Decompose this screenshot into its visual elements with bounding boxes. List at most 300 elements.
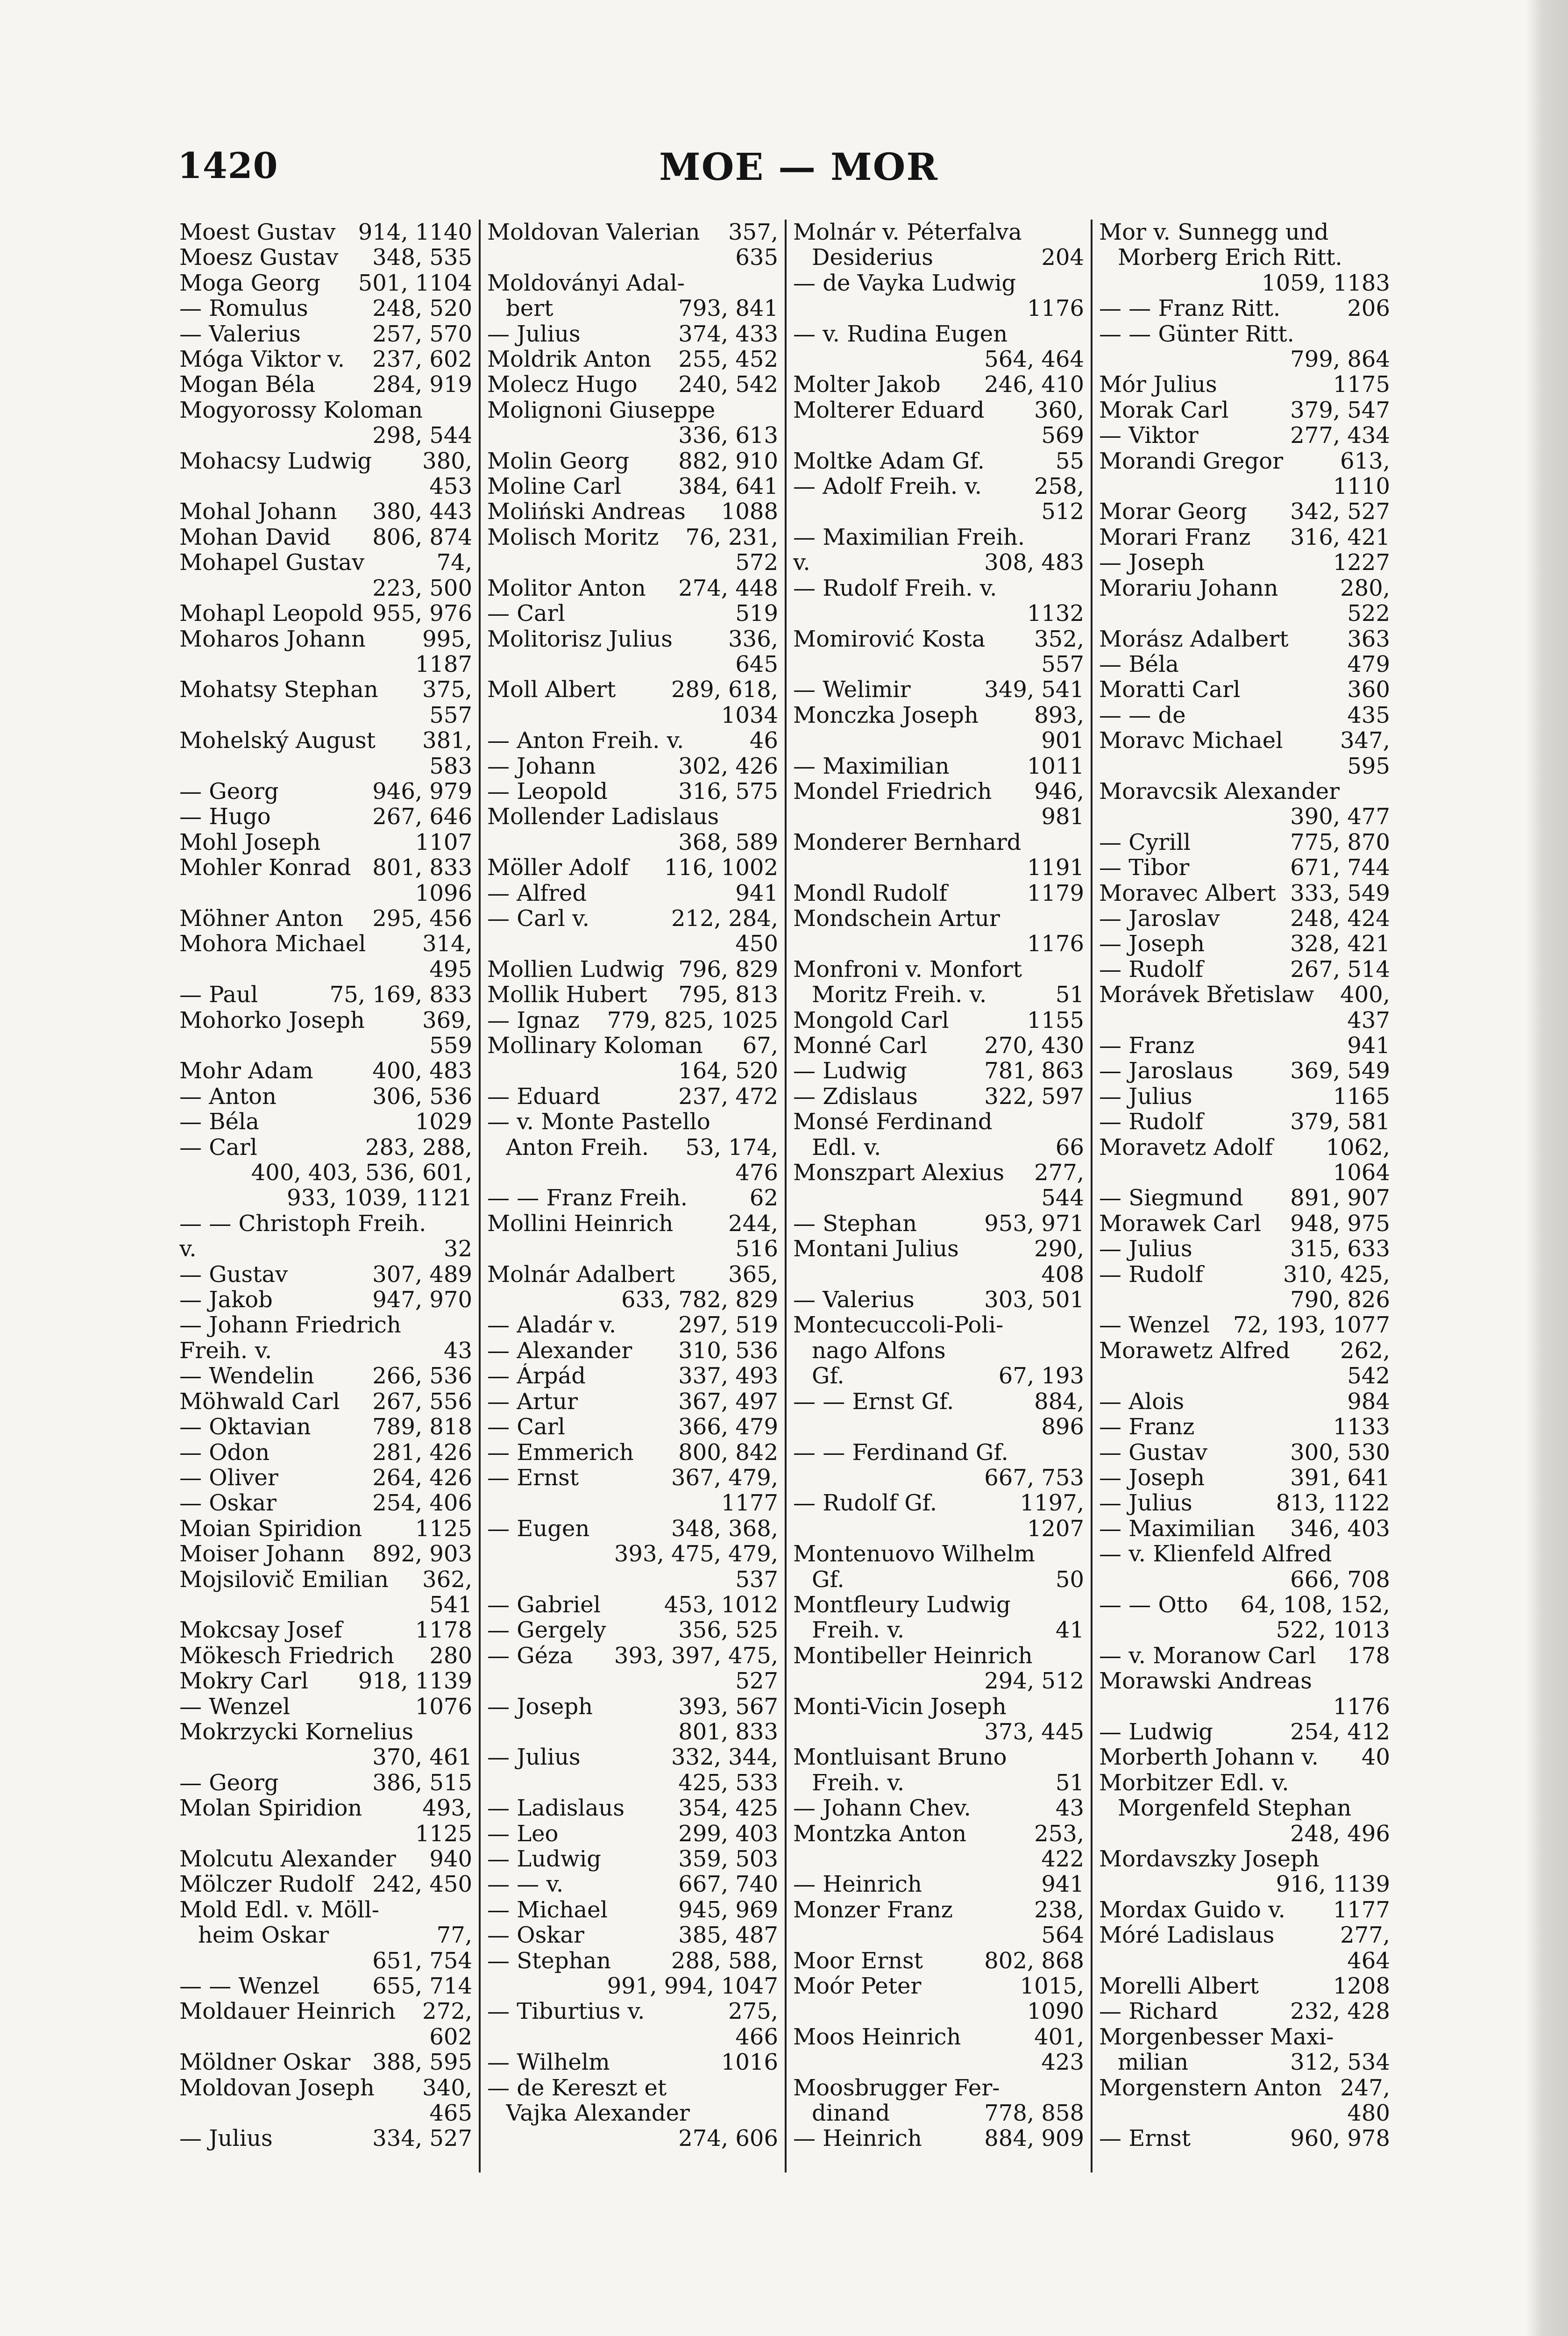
entry-name: Gf. <box>812 1567 844 1592</box>
index-entry <box>487 1389 778 1414</box>
index-column-2 <box>479 220 785 2172</box>
page-refs: 453, 1012 <box>664 1591 778 1618</box>
entry-line <box>793 1617 1084 1643</box>
index-entry <box>487 957 778 982</box>
entry-line <box>793 1414 1084 1439</box>
entry-line <box>487 1973 778 1999</box>
page-refs: 391, 641 <box>1290 1464 1390 1491</box>
page-refs: 248, 424 <box>1290 905 1390 932</box>
index-entry <box>1099 220 1390 296</box>
entry-line <box>1099 1490 1390 1516</box>
entry-name: — — Franz Ritt. <box>1099 296 1281 321</box>
page-refs: 277, 434 <box>1290 422 1390 449</box>
entry-name: — Joseph <box>487 1694 593 1719</box>
entry-line <box>487 1236 778 1261</box>
page-refs: 542 <box>1347 1363 1390 1389</box>
page-refs: 1011 <box>1027 753 1084 779</box>
index-entry <box>487 1795 778 1821</box>
page-refs: 1125 <box>415 1820 472 1847</box>
index-entry <box>793 1872 1084 1897</box>
page-header <box>173 140 1425 192</box>
entry-line <box>487 1694 778 1719</box>
entry-line <box>793 703 1084 728</box>
entry-name: — Alois <box>1099 1389 1185 1415</box>
entry-name: — Ignaz <box>487 1007 580 1033</box>
page-refs: 359, 503 <box>678 1846 778 1872</box>
page-refs: 667, 753 <box>984 1464 1084 1491</box>
page-refs: 1088 <box>721 499 778 525</box>
page-refs: 793, 841 <box>678 295 778 322</box>
entry-name: Moldovan Joseph <box>179 2075 375 2101</box>
entry-line <box>179 1643 472 1668</box>
page-refs: 336, <box>728 626 778 652</box>
entry-name: Mondel Friedrich <box>793 778 992 805</box>
index-entry <box>487 1033 778 1084</box>
page-refs: 1175 <box>1333 371 1390 398</box>
entry-line <box>179 1617 472 1643</box>
entry-line <box>793 1567 1084 1592</box>
entry-line <box>179 1236 472 1261</box>
entry-name: Morawek Carl <box>1099 1211 1262 1237</box>
page-refs: 779, 825, 1025 <box>607 1007 778 1033</box>
entry-line <box>793 525 1084 550</box>
entry-name: Molecz Hugo <box>487 372 638 398</box>
entry-name: — Michael <box>487 1897 608 1923</box>
page-refs: 46 <box>749 727 778 754</box>
entry-name: Desiderius <box>812 245 933 271</box>
index-entry <box>793 1897 1084 1948</box>
page-refs: 307, 489 <box>372 1261 472 1288</box>
entry-name: Montibeller Heinrich <box>793 1643 1033 1669</box>
index-entry <box>179 449 472 499</box>
entry-line <box>793 1821 1084 1846</box>
entry-name: — Árpád <box>487 1363 586 1389</box>
entry-name: — Maximilian <box>793 753 950 779</box>
entry-name: — Johann Friedrich <box>179 1312 401 1338</box>
page-refs: 1177 <box>721 1490 778 1517</box>
page-refs: 316, 421 <box>1290 524 1390 550</box>
entry-line <box>487 372 778 397</box>
page-refs: 984 <box>1347 1388 1390 1415</box>
index-entry <box>179 1846 472 1872</box>
page-refs: 223, 500 <box>372 575 472 601</box>
page-refs: 380, <box>422 448 472 474</box>
index-entry <box>179 804 472 829</box>
entry-name: Montfleury Ludwig <box>793 1592 1011 1618</box>
index-entry <box>793 1058 1084 1083</box>
page-refs: 206 <box>1347 295 1390 322</box>
entry-line <box>1099 1211 1390 1236</box>
index-entry <box>487 779 778 804</box>
index-entry <box>793 1160 1084 1211</box>
index-entry <box>179 1643 472 1668</box>
entry-line <box>179 1109 472 1134</box>
entry-line <box>793 398 1084 423</box>
entry-line <box>1099 1414 1390 1439</box>
entry-line <box>179 1440 472 1465</box>
entry-line <box>179 1363 472 1389</box>
index-entry <box>487 627 778 677</box>
entry-name: Morgenbesser Maxi- <box>1099 2024 1334 2050</box>
entry-line <box>179 2126 472 2151</box>
entry-name: — Wenzel <box>179 1694 291 1719</box>
index-entry <box>487 728 778 753</box>
index-entry <box>793 2024 1084 2075</box>
entry-line <box>487 423 778 448</box>
entry-line <box>1099 1363 1390 1389</box>
entry-name: Moian Spiridion <box>179 1516 362 1542</box>
index-entry <box>1099 1999 1390 2024</box>
index-entry <box>1099 1262 1390 1313</box>
page-refs: 74, <box>436 549 472 576</box>
entry-line <box>487 779 778 804</box>
entry-line <box>1099 1338 1390 1363</box>
index-entry <box>1099 2024 1390 2075</box>
entry-name: dinand <box>812 2101 890 2126</box>
entry-name: — Leo <box>487 1821 559 1846</box>
entry-line <box>793 1363 1084 1389</box>
page-refs: 1197, <box>1020 1490 1084 1517</box>
index-entry <box>487 1414 778 1439</box>
entry-name: Möhwald Carl <box>179 1389 340 1415</box>
page-refs: 1155 <box>1027 1007 1084 1033</box>
page-refs: 281, 426 <box>372 1439 472 1466</box>
entry-line <box>1099 1872 1390 1897</box>
page-refs: 51 <box>1055 982 1084 1008</box>
index-entry <box>1099 372 1390 397</box>
index-entry <box>179 1490 472 1516</box>
entry-line <box>793 1389 1084 1414</box>
entry-line <box>179 449 472 474</box>
index-entry <box>793 1948 1084 1973</box>
entry-name: — Artur <box>487 1389 578 1415</box>
index-entry <box>179 1668 472 1694</box>
entry-line <box>1099 728 1390 753</box>
page-refs: 51 <box>1055 1769 1084 1796</box>
entry-line <box>487 652 778 677</box>
entry-line <box>487 398 778 423</box>
entry-line <box>793 1160 1084 1185</box>
page-refs: 1133 <box>1333 1414 1390 1440</box>
index-entry <box>793 1821 1084 1872</box>
page-refs: 802, 868 <box>984 1947 1084 1974</box>
index-entry <box>487 677 778 728</box>
index-entry <box>1099 398 1390 423</box>
entry-line <box>1099 703 1390 728</box>
page-refs: 941 <box>735 880 778 906</box>
entry-name: Mohacsy Ludwig <box>179 448 372 474</box>
entry-line <box>1099 372 1390 397</box>
page-refs: 258, <box>1034 473 1084 500</box>
page-refs: 778, 858 <box>984 2100 1084 2127</box>
page-refs: 1208 <box>1333 1973 1390 2000</box>
entry-name: — Tiburtius v. <box>487 1999 645 2024</box>
entry-line <box>1099 1770 1390 1795</box>
entry-name: — Adolf Freih. v. <box>793 474 982 499</box>
entry-name: — Rudolf Gf. <box>793 1490 937 1516</box>
page-refs: 400, 483 <box>372 1058 472 1084</box>
index-entry <box>179 398 472 449</box>
entry-line <box>179 1058 472 1083</box>
entry-line <box>793 550 1084 575</box>
entry-name: Moline Carl <box>487 474 621 499</box>
entry-line <box>793 474 1084 499</box>
index-entry <box>179 1541 472 1567</box>
page-refs: 283, 288, <box>365 1134 472 1161</box>
page-refs: 916, 1139 <box>1276 1871 1390 1898</box>
entry-name: Mohr Adam <box>179 1058 313 1084</box>
index-entry <box>1099 1185 1390 1211</box>
entry-line <box>1099 1058 1390 1083</box>
entry-name: — Oktavian <box>179 1414 311 1440</box>
index-entry <box>487 754 778 779</box>
entry-name: Mordax Guido v. <box>1099 1897 1285 1923</box>
entry-name: — Stephan <box>487 1948 611 1974</box>
index-entry <box>487 982 778 1007</box>
entry-line <box>487 1770 778 1795</box>
index-entry <box>487 1643 778 1694</box>
entry-line <box>179 1211 472 1236</box>
entry-line <box>1099 1033 1390 1058</box>
entry-line <box>1099 1694 1390 1719</box>
entry-line <box>487 1135 778 1160</box>
entry-name: bert <box>506 296 553 321</box>
entry-line <box>1099 2101 1390 2126</box>
entry-line <box>179 398 472 423</box>
entry-name: Mold Edl. v. Möll- <box>179 1897 379 1923</box>
entry-name: — Odon <box>179 1439 270 1465</box>
page-refs: 64, 108, 152, <box>1240 1591 1390 1618</box>
page-refs: 796, 829 <box>678 956 778 983</box>
entry-line <box>487 881 778 906</box>
entry-line <box>1099 1846 1390 1872</box>
index-entry <box>1099 931 1390 956</box>
entry-line <box>1099 271 1390 296</box>
page-refs: 346, 403 <box>1290 1515 1390 1542</box>
index-column-1 <box>173 220 479 2172</box>
entry-name: — Ludwig <box>1099 1719 1213 1745</box>
entry-line <box>1099 1008 1390 1033</box>
index-entry <box>487 576 778 601</box>
entry-name: Moravcsik Alexander <box>1099 778 1340 805</box>
page-refs: 298, 544 <box>372 422 472 449</box>
index-entry <box>179 1465 472 1490</box>
entry-line <box>487 321 778 347</box>
entry-name: — Oskar <box>487 1923 584 1948</box>
page-refs: 367, 497 <box>678 1388 778 1415</box>
index-entry <box>1099 1973 1390 1999</box>
entry-name: — Alfred <box>487 880 587 906</box>
entry-line <box>179 1033 472 1058</box>
index-entry <box>487 321 778 347</box>
index-entry <box>179 1109 472 1134</box>
entry-line <box>487 1363 778 1389</box>
entry-line <box>793 1846 1084 1872</box>
entry-line <box>1099 2075 1390 2101</box>
index-entry <box>487 1617 778 1643</box>
index-entry <box>1099 982 1390 1033</box>
page-refs: 557 <box>429 702 472 728</box>
entry-line <box>179 245 472 270</box>
entry-line <box>793 1770 1084 1795</box>
index-entry <box>1099 1084 1390 1109</box>
entry-line <box>793 2024 1084 2050</box>
page-refs: 476 <box>735 1160 778 1186</box>
entry-name: — — v. <box>487 1872 564 1897</box>
entry-line <box>179 576 472 601</box>
entry-name: Mogan Béla <box>179 372 316 398</box>
index-entry <box>487 1821 778 1846</box>
entry-line <box>179 855 472 880</box>
entry-name: Mohler Konrad <box>179 855 351 881</box>
entry-name: — Siegmund <box>1099 1185 1243 1211</box>
entry-line <box>1099 1745 1390 1770</box>
index-entry <box>1099 627 1390 652</box>
entry-line <box>487 627 778 652</box>
entry-name: Monczka Joseph <box>793 702 979 728</box>
index-column-3 <box>785 220 1091 2172</box>
entry-line <box>179 1160 472 1185</box>
page-refs: 1015, <box>1020 1973 1084 2000</box>
entry-name: — Stephan <box>793 1211 917 1237</box>
entry-name: — Paul <box>179 982 258 1008</box>
page-refs: 1110 <box>1333 473 1390 500</box>
entry-line <box>793 1312 1084 1338</box>
index-entry <box>487 2075 778 2151</box>
entry-name: Mohelský August <box>179 728 376 754</box>
entry-name: Moga Georg <box>179 270 320 296</box>
index-entry <box>179 347 472 372</box>
entry-name: — Franz <box>1099 1033 1195 1059</box>
index-entry <box>179 271 472 296</box>
entry-line <box>1099 881 1390 906</box>
index-entry <box>179 1440 472 1465</box>
entry-name: Montluisant Bruno <box>793 1745 1007 1770</box>
entry-line <box>179 1312 472 1338</box>
index-entry <box>179 1363 472 1389</box>
entry-name: — Tibor <box>1099 855 1190 881</box>
entry-line <box>487 1846 778 1872</box>
entry-line <box>179 423 472 448</box>
entry-line <box>179 957 472 982</box>
page-refs: 948, 975 <box>1290 1210 1390 1237</box>
page-refs: 813, 1122 <box>1276 1490 1390 1517</box>
entry-line <box>487 957 778 982</box>
entry-line <box>487 2126 778 2151</box>
page-refs: 519 <box>735 600 778 627</box>
index-entry <box>179 830 472 855</box>
page-refs: 384, 641 <box>678 473 778 500</box>
index-entry <box>179 982 472 1007</box>
entry-name: — Carl v. <box>487 905 589 932</box>
index-entry <box>793 1389 1084 1440</box>
entry-name: — — Günter Ritt. <box>1099 321 1294 347</box>
entry-name: Mollender Ladislaus <box>487 804 719 830</box>
entry-line <box>793 576 1084 601</box>
entry-name: Monfroni v. Monfort <box>793 956 1022 983</box>
index-entry <box>179 1694 472 1719</box>
entry-name: — Jaroslav <box>1099 905 1220 932</box>
index-entry <box>1099 1338 1390 1389</box>
page-refs: 246, 410 <box>984 371 1084 398</box>
page-refs: 310, 536 <box>678 1337 778 1364</box>
entry-line <box>793 271 1084 296</box>
entry-line <box>793 1058 1084 1083</box>
entry-line <box>1099 1084 1390 1109</box>
index-entry <box>179 2126 472 2151</box>
entry-line <box>179 1389 472 1414</box>
entry-line <box>793 931 1084 956</box>
index-entry <box>1099 1109 1390 1134</box>
page-refs: 315, 633 <box>1290 1236 1390 1262</box>
page-refs: 266, 536 <box>372 1363 472 1389</box>
index-entry <box>793 1694 1084 1745</box>
entry-name: Moosbrugger Fer- <box>793 2075 1000 2101</box>
page-refs: 254, 412 <box>1290 1718 1390 1745</box>
index-entry <box>1099 423 1390 448</box>
entry-line <box>487 449 778 474</box>
entry-line <box>793 855 1084 880</box>
page-refs: 280, <box>1340 575 1390 601</box>
entry-name: — Oliver <box>179 1465 278 1491</box>
entry-name: — Eugen <box>487 1516 590 1542</box>
entry-line <box>179 652 472 677</box>
entry-name: — Maximilian <box>1099 1516 1256 1542</box>
page-refs: 306, 536 <box>372 1083 472 1110</box>
entry-name: Mohatsy Stephan <box>179 677 378 703</box>
page-refs: 274, 606 <box>678 2125 778 2152</box>
page-refs: 347, <box>1340 727 1390 754</box>
page-refs: 289, 618, <box>671 677 778 703</box>
page-refs: 232, 428 <box>1290 1998 1390 2025</box>
page-refs: 374, 433 <box>678 320 778 347</box>
index-entry <box>793 1033 1084 1058</box>
index-entry <box>179 906 472 931</box>
page-refs: 1125 <box>415 1515 472 1542</box>
index-entry <box>487 881 778 906</box>
entry-line <box>487 1008 778 1033</box>
index-entry <box>179 1770 472 1795</box>
index-entry <box>793 220 1084 271</box>
page-refs: 270, 430 <box>984 1033 1084 1059</box>
entry-name: Moritz Freih. v. <box>812 982 987 1008</box>
entry-name: Morandi Gregor <box>1099 448 1284 474</box>
entry-line <box>179 2024 472 2050</box>
index-entry <box>1099 1923 1390 1973</box>
entry-name: Möller Adolf <box>487 855 629 881</box>
entry-name: Morávek Břetislaw <box>1099 982 1314 1008</box>
page-refs: 1176 <box>1027 931 1084 957</box>
page-refs: 789, 818 <box>372 1414 472 1440</box>
page-refs: 288, 588, <box>671 1947 778 1974</box>
entry-line <box>487 1516 778 1541</box>
index-entry <box>487 1897 778 1923</box>
entry-name: — Julius <box>487 1745 581 1770</box>
page-refs: 450 <box>735 931 778 957</box>
entry-name: — Ladislaus <box>487 1795 624 1821</box>
index-entry <box>487 220 778 271</box>
page-refs: 367, 479, <box>671 1464 778 1491</box>
page-refs: 501, 1104 <box>358 270 472 296</box>
page-refs: 1029 <box>415 1109 472 1135</box>
entry-line <box>487 601 778 626</box>
entry-line <box>1099 779 1390 804</box>
entry-line <box>1099 1185 1390 1211</box>
page-refs: 801, 833 <box>372 855 472 881</box>
page-refs: 55 <box>1055 448 1084 474</box>
entry-name: — Béla <box>179 1109 259 1135</box>
entry-name: — Heinrich <box>793 2126 922 2151</box>
